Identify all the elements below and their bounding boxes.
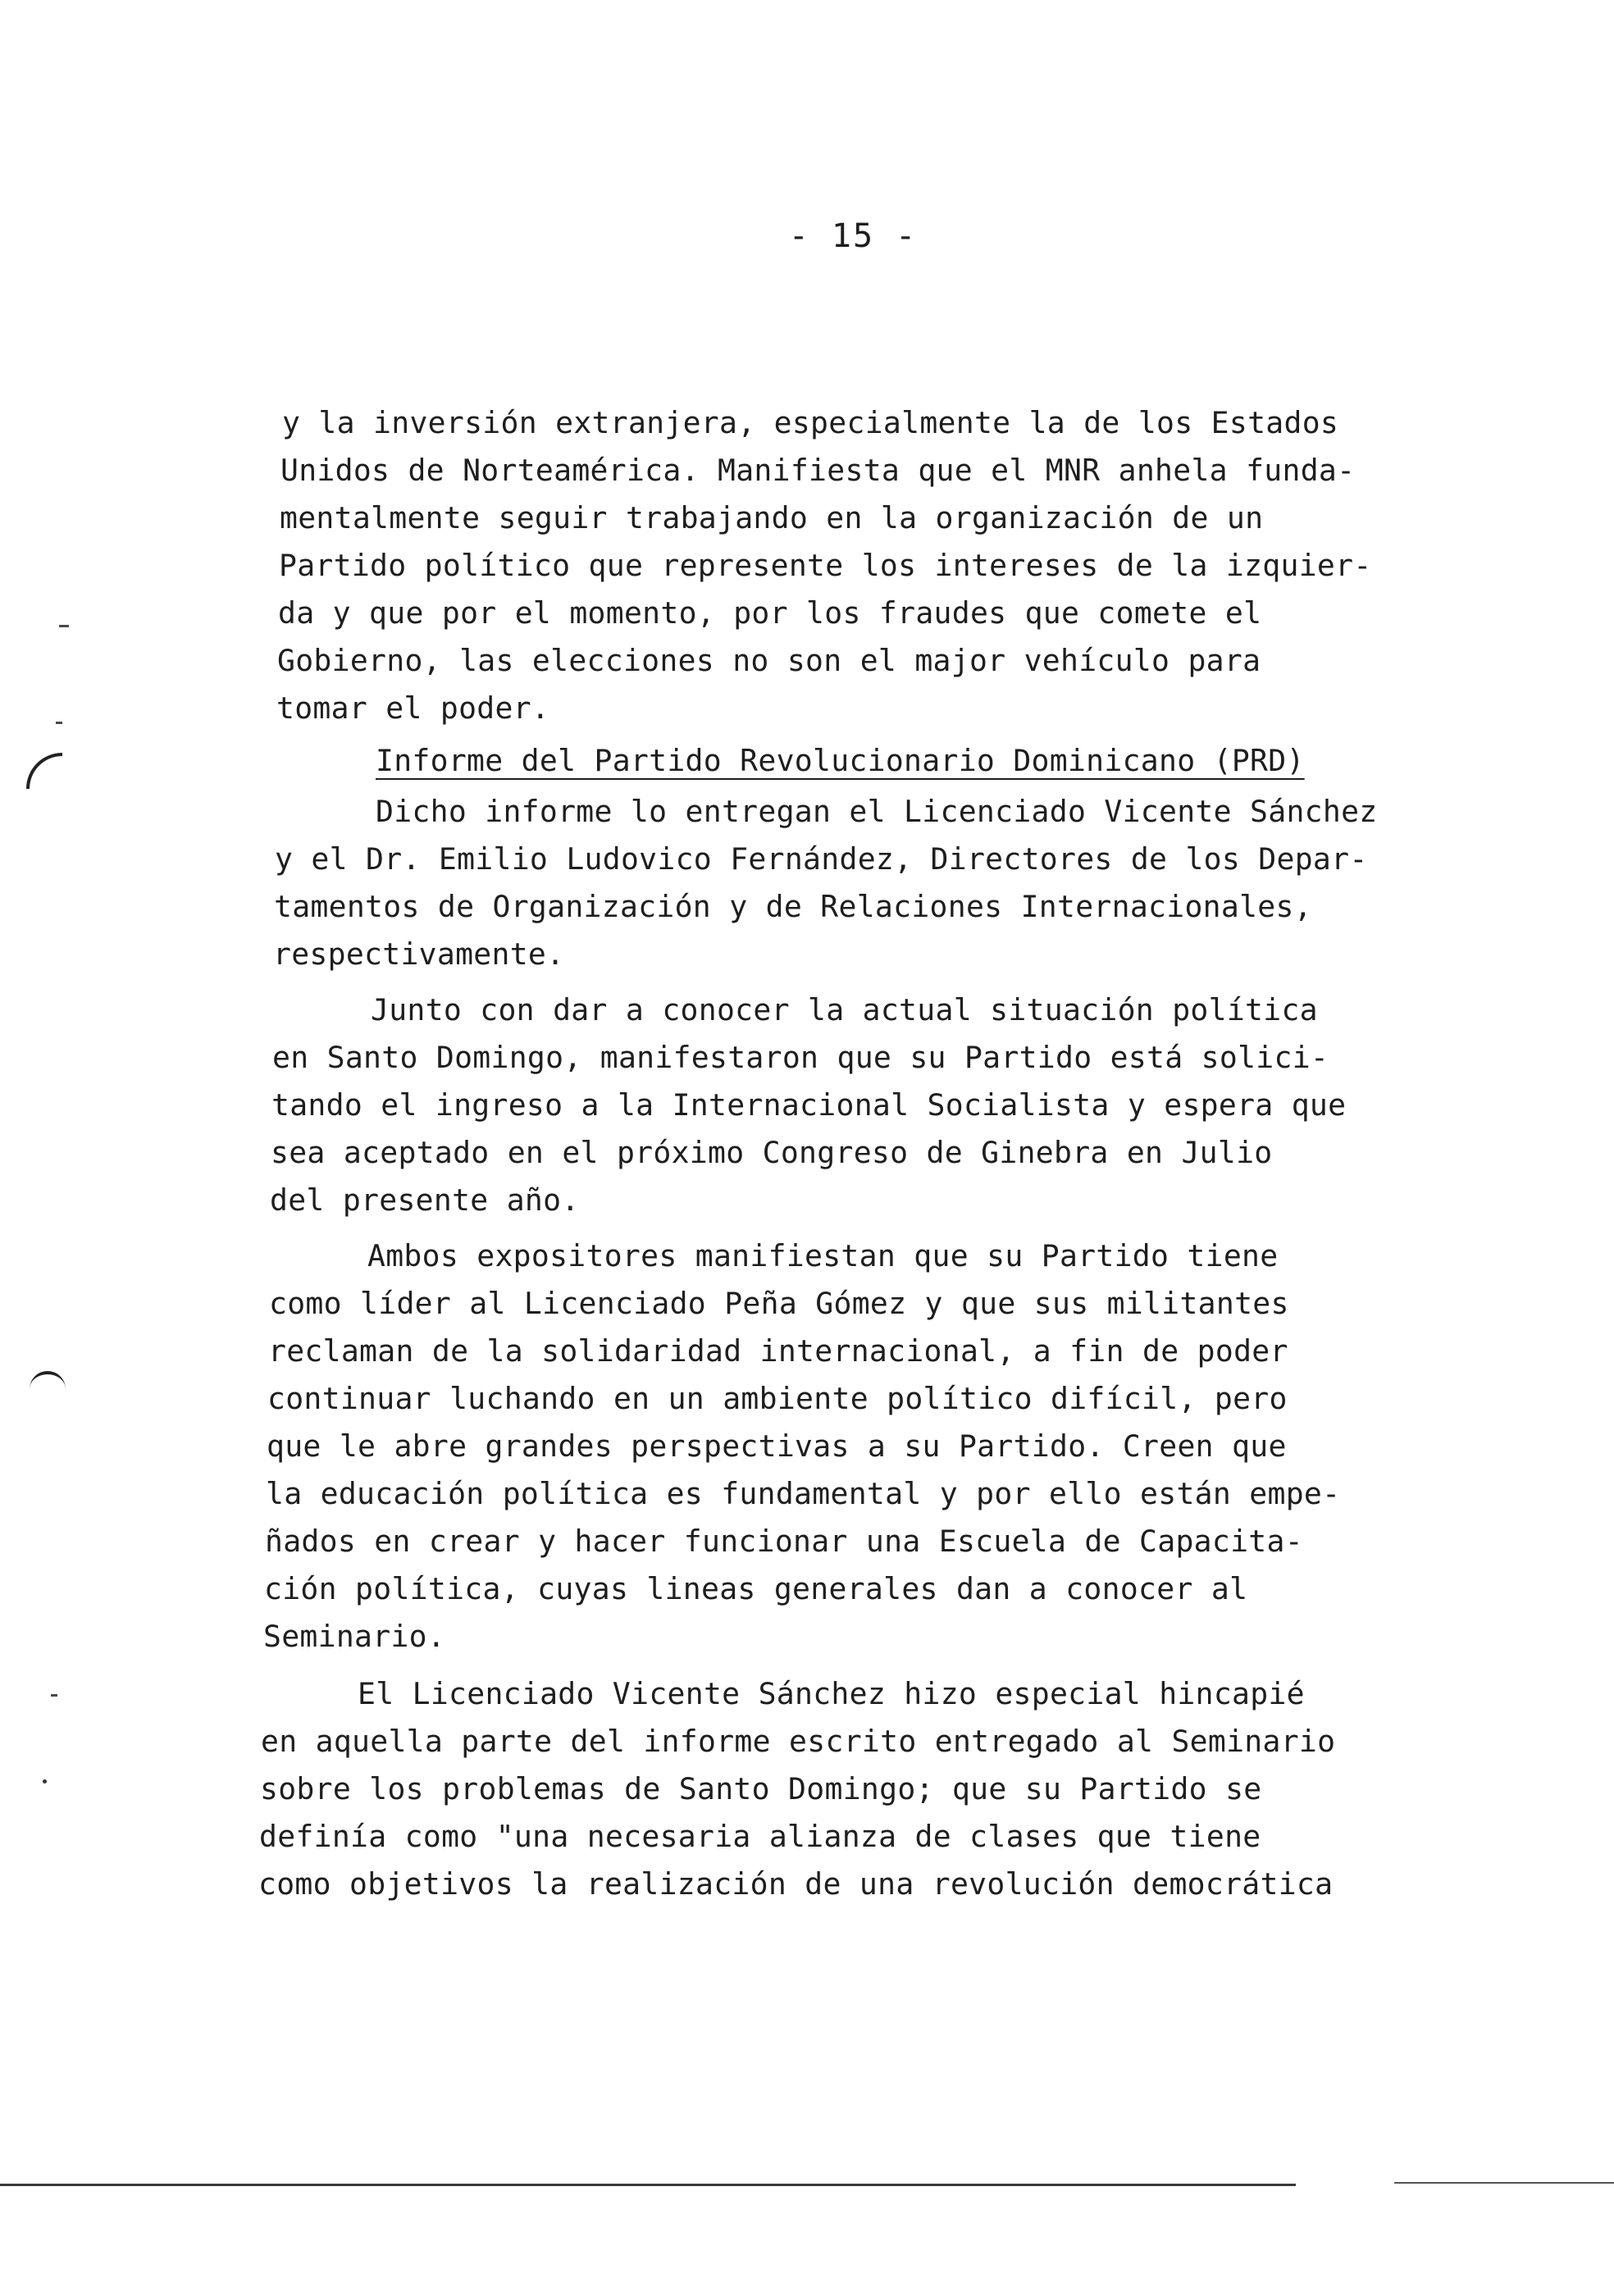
paragraph-5-line-5: como objetivos la realización de una revolución democrática	[258, 1866, 1334, 1902]
paragraph-2-line-2: y el Dr. Emilio Ludovico Fernández, Directores de los Depar-	[275, 841, 1368, 877]
paragraph-3-line-4: sea aceptado en el próximo Congreso de Ginebra en Julio	[271, 1135, 1273, 1170]
bottom-rule-right	[1394, 2182, 1614, 2184]
bottom-rule-left	[0, 2184, 1296, 2186]
paragraph-5-line-2: en aquella parte del informe escrito entregado al Seminario	[261, 1724, 1336, 1759]
paragraph-4-line-4: continuar luchando en un ambiente político difícil, pero	[267, 1381, 1288, 1416]
margin-tick-mark	[59, 625, 69, 627]
binding-hole-mark-top	[26, 753, 62, 789]
paragraph-5-line-1: El Licenciado Vicente Sánchez hizo especial hincapié	[358, 1676, 1305, 1711]
paragraph-1-line-4: Partido político que represente los intereses de la izquier-	[279, 548, 1372, 583]
paragraph-3-line-3: tando el ingreso a la Internacional Socialista y espera que	[271, 1087, 1347, 1123]
paragraph-1-line-6: Gobierno, las elecciones no son el major vehículo para	[277, 643, 1261, 678]
paragraph-1-line-1: y la inversión extranjera, especialmente la de los Estados	[282, 405, 1339, 440]
margin-tick-mark	[51, 1694, 57, 1697]
paragraph-4-line-1: Ambos expositores manifiestan que su Partido tiene	[367, 1238, 1279, 1273]
paragraph-1-line-2: Unidos de Norteamérica. Manifiesta que el MNR anhela funda-	[280, 453, 1356, 488]
page-number: - 15 -	[788, 217, 918, 255]
paragraph-5-line-4: definía como "una necesaria alianza de clases que tiene	[259, 1819, 1261, 1854]
paragraph-4-line-3: reclaman de la solidaridad internacional, a fin de poder	[268, 1333, 1288, 1369]
paragraph-4-line-9: Seminario.	[263, 1619, 446, 1654]
paragraph-1-line-3: mentalmente seguir trabajando en la organización de un	[280, 500, 1264, 535]
paragraph-4-line-7: ñados en crear y hacer funcionar una Escuela de Capacita-	[265, 1524, 1303, 1559]
paragraph-4-line-6: la educación política es fundamental y por ello están empe-	[266, 1476, 1341, 1511]
margin-dot-mark	[43, 1779, 47, 1784]
paragraph-1-line-5: da y que por el momento, por los fraudes que comete el	[278, 595, 1262, 631]
margin-tick-mark	[56, 722, 62, 724]
paragraph-3-line-5: del presente año.	[270, 1182, 580, 1218]
paragraph-5-line-3: sobre los problemas de Santo Domingo; que su Partido se	[260, 1771, 1262, 1806]
paragraph-4-line-2: como líder al Licenciado Peña Gómez y que sus militantes	[269, 1286, 1289, 1321]
paragraph-1-line-7: tomar el poder.	[276, 690, 550, 726]
paragraph-3-line-2: en Santo Domingo, manifestaron que su Partido está solici-	[272, 1040, 1329, 1075]
paragraph-4-line-8: ción política, cuyas lineas generales dan a conocer al	[264, 1571, 1248, 1606]
paragraph-2-line-4: respectivamente.	[273, 936, 565, 972]
paragraph-4-line-5: que le abre grandes perspectivas a su Partido. Creen que	[267, 1428, 1287, 1464]
paragraph-3-line-1: Junto con dar a conocer la actual situación política	[371, 992, 1318, 1027]
binding-hole-mark-bottom	[30, 1371, 66, 1394]
section-heading: Informe del Partido Revolucionario Dominicano (PRD)	[376, 743, 1305, 778]
paragraph-2-line-3: tamentos de Organización y de Relaciones Internacionales,	[274, 889, 1312, 924]
paragraph-2-line-1: Dicho informe lo entregan el Licenciado Vicente Sánchez	[376, 794, 1378, 829]
